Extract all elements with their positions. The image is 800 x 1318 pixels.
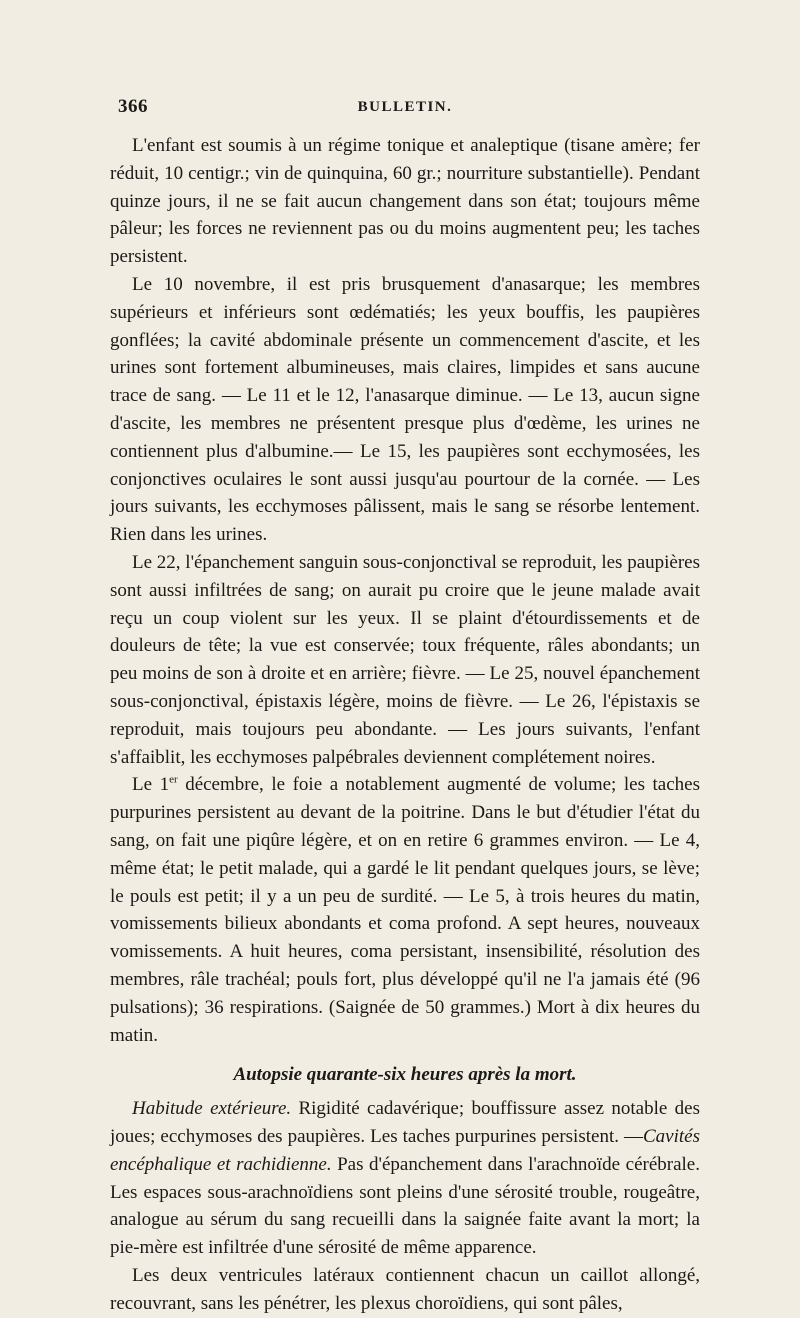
running-title: BULLETIN. [357, 99, 453, 115]
paragraph-ventricules: Les deux ventricules latéraux contiennent chacun un caillot allongé, recouvrant, sans les pénétrer, les plexus choroïdiens, qui sont pâles, [110, 1265, 700, 1314]
cavites-text: Pas d'épanchement dans l'arachnoïde cérébrale. Les espaces sous-arachnoïdiens sont pleins d'une sérosité trouble, rougeâtre, analogue au sérum du sang recueilli dans la saignée faite avant la mort; la pie-mère est infiltrée d'une sérosité de même apparence. [110, 1153, 700, 1259]
paragraph-november-10: Le 10 novembre, il est pris brusquement d'anasarque; les membres supérieurs et inférieurs sont œdématiés; les yeux bouffis, les paupières gonflées; la cavité abdominale présente un commencement d'ascite, et les urines sont fortement albumineuses, mais claires, limpides et sans aucune trace de sang. — Le 11 et le 12, l'anasarque diminue. — Le 13, aucun signe d'ascite, les membres ne présentent presque plus d'œdème, les urines ne contiennent plus d'albumine.— Le 15, les paupières sont ecchymosées, les conjonctives oculaires le sont aussi jusqu'au pourtour de la cornée. — Les jours suivants, les ecchymoses pâlissent, mais le sang se résorbe lentement. Rien dans les urines. [110, 273, 700, 546]
page-number: 366 [118, 96, 148, 117]
december-text: décembre, le foie a notablement augmenté de volume; les taches purpurines persistent au devant de la poitrine. Dans le but d'étudier l'état du sang, on fait une piqûre légère, et on en retire 6 grammes environ. — Le 4, même état; le petit malade, qui a gardé le lit pendant quelques jours, se lève; le pouls est petit; il y a un peu de surdité. — Le 5, à trois heures du matin, vomissements bilieux abondants et coma profond. A sept heures, nouveaux vomissements. A huit heures, coma persistant, insensibilité, résolution des membres, râle trachéal; pouls fort, plus développé qu'il ne l'a jamais été (96 pulsations); 36 respirations. (Saignée de 50 grammes.) Mort à dix heures du matin. [110, 774, 700, 1046]
december-prefix: Le 1 [132, 774, 170, 796]
autopsy-heading: Autopsie quarante-six heures après la mort. [233, 1064, 577, 1086]
december-superscript: er [169, 774, 178, 786]
habitude-label: Habitude extérieure. [132, 1098, 292, 1120]
paragraph-regime: L'enfant est soumis à un régime tonique et analeptique (tisane amère; fer réduit, 10 centigr.; vin de quinquina, 60 gr.; nourriture substantielle). Pendant quinze jours, il ne se fait aucun changement dans son état; toujours même pâleur; les forces ne reviennent pas ou du moins augmentent peu; les taches persistent. [110, 135, 700, 268]
habitude-text: Rigidité cadavérique; bouffissure assez notable des joues; ecchymoses des paupières. Les taches purpurines persistent. — [110, 1098, 700, 1148]
page-header [110, 94, 700, 124]
body-text [110, 132, 700, 1318]
paragraph-december [110, 771, 700, 1049]
paragraph-habitude [110, 1095, 700, 1262]
paragraph-november-22: Le 22, l'épanchement sanguin sous-conjonctival se reproduit, les paupières sont aussi infiltrées de sang; on aurait pu croire que le jeune malade avait reçu un coup violent sur les yeux. Il se plaint d'étourdissements et de douleurs de tête; la vue est conservée; toux fréquente, râles abondants; un peu moins de son à droite et en arrière; fièvre. — Le 25, nouvel épanchement sous-conjonctival, épistaxis légère, moins de fièvre. — Le 26, l'épistaxis se reproduit, mais toujours peu abondante. — Les jours suivants, l'enfant s'affaiblit, les ecchymoses palpébrales deviennent complétement noires. [110, 551, 700, 768]
cavites-label: Cavités encéphalique et rachidienne. [110, 1126, 700, 1175]
